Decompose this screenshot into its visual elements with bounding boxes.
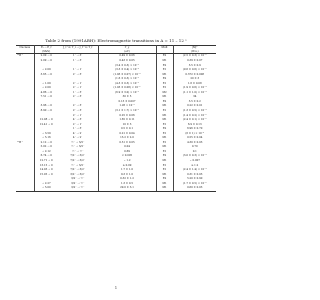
cell-spins: ½⁺ → 3/2⁻: [58, 145, 98, 150]
cell-width: 0.43 ± 0.05: [98, 59, 156, 64]
cell-strength: 6.96 ± 0.70: [187, 127, 203, 131]
cell-multipolarity: E1: [156, 132, 173, 137]
cell-nucleus: ¹⁰B ᵃ: [16, 54, 34, 59]
cell-multipolarity: E1: [156, 168, 173, 173]
cell-energies: 12.08 → 0: [39, 118, 53, 122]
cell-strength: 0.70: [191, 145, 198, 149]
cell-width: 9.3 ± 1.0: [98, 173, 156, 178]
cell-width: 0.04: [98, 145, 156, 150]
header-spins: J_i^π; T_i → J_f^π; T_f: [58, 46, 98, 51]
cell-energies: 15.05 → 0: [39, 172, 53, 176]
cell-width: 0.25 ± 0.06: [98, 114, 156, 119]
cell-strength: (1.3 ± 0.5) × 10⁻³: [182, 108, 207, 112]
header-width: Γ_γ: [98, 46, 156, 51]
cell-multipolarity: E2: [156, 100, 173, 105]
cell-strength: (2.4 ± 0.1) × 10⁻²: [182, 118, 207, 122]
cell-multipolarity: M1: [156, 159, 173, 164]
cell-width: 10 ± 3: [98, 123, 156, 128]
cell-multipolarity: E1: [156, 82, 173, 87]
cell-spins: 4⁻ → 3⁺: [58, 118, 98, 123]
cell-multipolarity: M1: [156, 182, 173, 187]
cell-multipolarity: M1: [156, 145, 173, 150]
cell-multipolarity: M1: [156, 73, 173, 78]
table-row: [16, 186, 216, 191]
cell-spins: 3/2⁻ → ½⁻: [58, 182, 98, 187]
cell-width: 1.26 × 10⁻²: [98, 104, 156, 109]
table-row: [16, 68, 216, 73]
cell-energies: 8.90 → 0: [40, 108, 52, 112]
cell-width: 0.69: [98, 150, 156, 155]
header-unit-energies: (MeV): [34, 50, 58, 54]
cell-spins: 2⁻ → 3⁺: [58, 109, 98, 114]
cell-energies: 7.51 → 0: [40, 95, 52, 99]
cell-width: (3.1 ± 1.7) × 10⁻²: [98, 109, 156, 114]
cell-width: ~ 1.2: [98, 159, 156, 164]
cell-spins: 2⁻ → 1⁺: [58, 114, 98, 119]
cell-strength: ≥ 1.2: [191, 163, 199, 167]
cell-strength: 5.20 ± 0.90: [187, 177, 203, 181]
cell-width: < 0.005: [98, 154, 156, 159]
cell-multipolarity: M1: [156, 118, 173, 123]
cell-energies: 13.15 → 0: [39, 163, 53, 167]
cell-multipolarity: E1: [156, 123, 173, 128]
cell-spins: 3/2⁻ → ½⁻: [58, 186, 98, 191]
cell-energies: 12.71 → 0: [39, 158, 53, 162]
cell-width: 13.2 ± 2.0: [98, 136, 156, 141]
cell-strength: 3.5 ± 0.9: [188, 63, 201, 67]
cell-width: ≥ 0.09: [98, 164, 156, 169]
cell-strength: (2.5 ± 0.3) × 10⁻²: [182, 54, 207, 58]
cell-spins: 7/2⁻ → 3/2⁻: [58, 159, 98, 164]
cell-spins: 1⁺ → 3⁺: [58, 91, 98, 96]
cell-energies: → 2.09: [41, 86, 51, 90]
header-unit-width: (eV): [98, 50, 156, 54]
cell-spins: ½⁺ → ½⁻: [58, 150, 98, 155]
cell-energies: → 2.09: [41, 68, 51, 72]
header-energies: Eᵢ → E_f: [34, 46, 58, 51]
cell-spins: 2⁻ → 3⁺: [58, 73, 98, 78]
cell-width: (3.4 ± 0.3) × 10⁻²: [98, 64, 156, 69]
cell-width: (1.93 ± 0.07) × 10⁻³: [98, 73, 156, 78]
cell-multipolarity: M1: [156, 104, 173, 109]
cell-multipolarity: E2: [156, 177, 173, 182]
cell-spins: 7/2⁻ → 3/2⁻: [58, 168, 98, 173]
cell-width: 1.65 ± 0.11: [98, 118, 156, 123]
cell-multipolarity: M1: [156, 59, 173, 64]
cell-strength: (1.1 ± 1.0) × 10⁻³: [182, 90, 207, 94]
cell-multipolarity: M1: [156, 186, 173, 191]
cell-energies: → 1.09: [41, 81, 51, 85]
transitions-table: [16, 45, 216, 192]
cell-strength: 0.60 ± 0.03: [173, 186, 216, 191]
cell-strength: ~ 0.007: [189, 158, 200, 162]
cell-nucleus: [16, 186, 34, 191]
cell-strength: (6 ± 1) × 10⁻³: [185, 131, 205, 135]
cell-energies: → 3.59: [41, 131, 51, 135]
cell-strength: (2.4 ± 1.4) × 10⁻³: [182, 168, 207, 172]
cell-multipolarity: E2: [156, 64, 173, 69]
cell-energies: 4.86 → 0: [40, 90, 52, 94]
cell-energies: → 5.00: [34, 186, 58, 191]
cell-spins: 2⁺ → 1⁺: [58, 82, 98, 87]
cell-multipolarity: M1: [156, 173, 173, 178]
header-unit-strength: (W.u.): [173, 50, 216, 54]
cell-width: 0.5 ± 0.1: [98, 127, 156, 132]
cell-multipolarity: M1: [156, 136, 173, 141]
table-header: [16, 46, 216, 54]
cell-spins: 3/2⁻ → ½⁻: [58, 177, 98, 182]
cell-energies: 6.74 → 0: [40, 154, 52, 158]
cell-spins: 1⁺ → 3⁺: [58, 54, 98, 59]
cell-strength: 0.1: [192, 149, 197, 153]
cell-multipolarity: M1: [156, 95, 173, 100]
cell-multipolarity: E1: [156, 68, 173, 73]
cell-spins: ½⁻ → 3/2⁻: [58, 141, 98, 146]
cell-strength: 1.6 ± 0.08: [187, 81, 202, 85]
cell-strength: 6.9 ± 0.13: [187, 122, 202, 126]
cell-strength: 0.372 ± 0.008: [185, 72, 205, 76]
cell-width: 0.49 ± 0.06: [98, 54, 156, 59]
cell-strength: (1.4 ± 0.2) × 10⁻²: [182, 113, 207, 117]
cell-multipolarity: E2: [156, 54, 173, 59]
cell-width: (1.6 ± 0.3) × 10⁻²: [98, 77, 156, 82]
cell-width: 1.7 ± 1.0: [98, 168, 156, 173]
header-strength: |M|²: [173, 46, 216, 51]
cell-nucleus: ¹¹B ᵃ: [16, 141, 34, 146]
cell-spins: 4⁺ → 2⁺: [58, 136, 98, 141]
cell-spins: 2⁺ → 3⁺: [58, 104, 98, 109]
cell-width: (1.03 ± 0.08) × 10⁻²: [98, 86, 156, 91]
cell-multipolarity: E1: [156, 150, 173, 155]
cell-multipolarity: E1: [156, 164, 173, 169]
cell-strength: 20 ± 3: [190, 77, 200, 81]
cell-width: (3.3 ± 0.4) × 10⁻³: [98, 68, 156, 73]
cell-spins: 4⁻ → 2⁺: [58, 132, 98, 137]
cell-strength: 0.22 ± 0.01: [187, 104, 203, 108]
cell-energies: 2.09 → 0: [40, 58, 52, 62]
cell-energies: 14.03 → 0: [39, 168, 53, 172]
cell-strength: 34: [193, 95, 197, 99]
cell-strength: (9.6 ± 0.6) × 10⁻²: [182, 68, 207, 72]
header-nucleus: Nucleus: [16, 46, 34, 51]
cell-spins: 2⁺ → 3⁺: [58, 95, 98, 100]
cell-strength: 0.39 ± 0.07: [187, 58, 203, 62]
cell-multipolarity: E1: [156, 141, 173, 146]
cell-spins: 2⁺ → 1⁺: [58, 86, 98, 91]
cell-multipolarity: E1: [156, 86, 173, 91]
cell-multipolarity: E2: [156, 154, 173, 159]
cell-strength: 4.30 ± 0.03: [187, 140, 203, 144]
cell-energies: 3.96 → 0: [40, 104, 52, 108]
cell-strength: (3.0 ± 0.3) × 10⁻³: [182, 154, 207, 158]
cell-energies: 12.41 → 0: [39, 122, 53, 126]
cell-spins: 7/2⁻ → 3/2⁻: [58, 154, 98, 159]
cell-spins: ½⁻ → 3/2⁻: [58, 164, 98, 169]
cell-strength: 0.31 ± 0.03: [187, 172, 203, 176]
table-row: [16, 109, 216, 114]
cell-strength: 3.5 ± 0.2: [188, 99, 201, 103]
cell-energies: → 5.16: [41, 136, 51, 140]
table-caption: Table 2 from (1991ABH): Electromagnetic transitions in A = 11 – 12 ᵃ: [45, 38, 187, 43]
cell-multipolarity: E2: [156, 127, 173, 132]
header-multipolarity: Mult: [156, 46, 173, 51]
cell-width: (4.3 ± 0.3) × 10⁻²: [98, 82, 156, 87]
page-number: 1: [114, 286, 118, 290]
cell-width: 30 ± 5: [98, 95, 156, 100]
cell-energies: → 2.12: [41, 149, 51, 153]
cell-energies: 2.12 → 0: [40, 140, 52, 144]
cell-multipolarity: M1: [156, 114, 173, 119]
cell-spins: 3/2⁻ → 3/2⁻: [58, 173, 98, 178]
cell-spins: 2⁺ → 1⁺: [58, 123, 98, 128]
cell-width: 29.0 ± 3.1: [98, 186, 156, 191]
cell-multipolarity: M2: [156, 91, 173, 96]
cell-spins: 1⁺ → 3⁺: [58, 127, 98, 132]
cell-spins: 1⁺ → 1⁺: [58, 68, 98, 73]
cell-width: 0.21 ± 0.04: [98, 132, 156, 137]
cell-energies: 2.09 → 0: [40, 54, 52, 58]
cell-width: 0.13 ± 0.007: [98, 100, 156, 105]
cell-strength: (1.9 ± 0.6) × 10⁻³: [182, 86, 207, 90]
cell-strength: 0.55 ± 0.04: [187, 136, 203, 140]
cell-width: 0.32 ± 1.2: [98, 177, 156, 182]
cell-energies: 3.65 → 0: [40, 72, 52, 76]
cell-energies: 5.02 → 0: [40, 145, 52, 149]
cell-energies: → 2.27: [41, 181, 51, 185]
table-body: [16, 54, 216, 191]
cell-multipolarity: E1: [156, 109, 173, 114]
cell-spins: 1⁺ → 3⁺: [58, 59, 98, 64]
cell-width: 1.3 ± 0.5: [98, 182, 156, 187]
cell-multipolarity: E2: [156, 77, 173, 82]
cell-strength: (1.7 ± 0.5) × 10⁻²: [182, 181, 207, 185]
cell-width: (6.9 ± 3.0) × 10⁻²: [98, 91, 156, 96]
cell-width: 0.51 ± 0.05: [98, 141, 156, 146]
